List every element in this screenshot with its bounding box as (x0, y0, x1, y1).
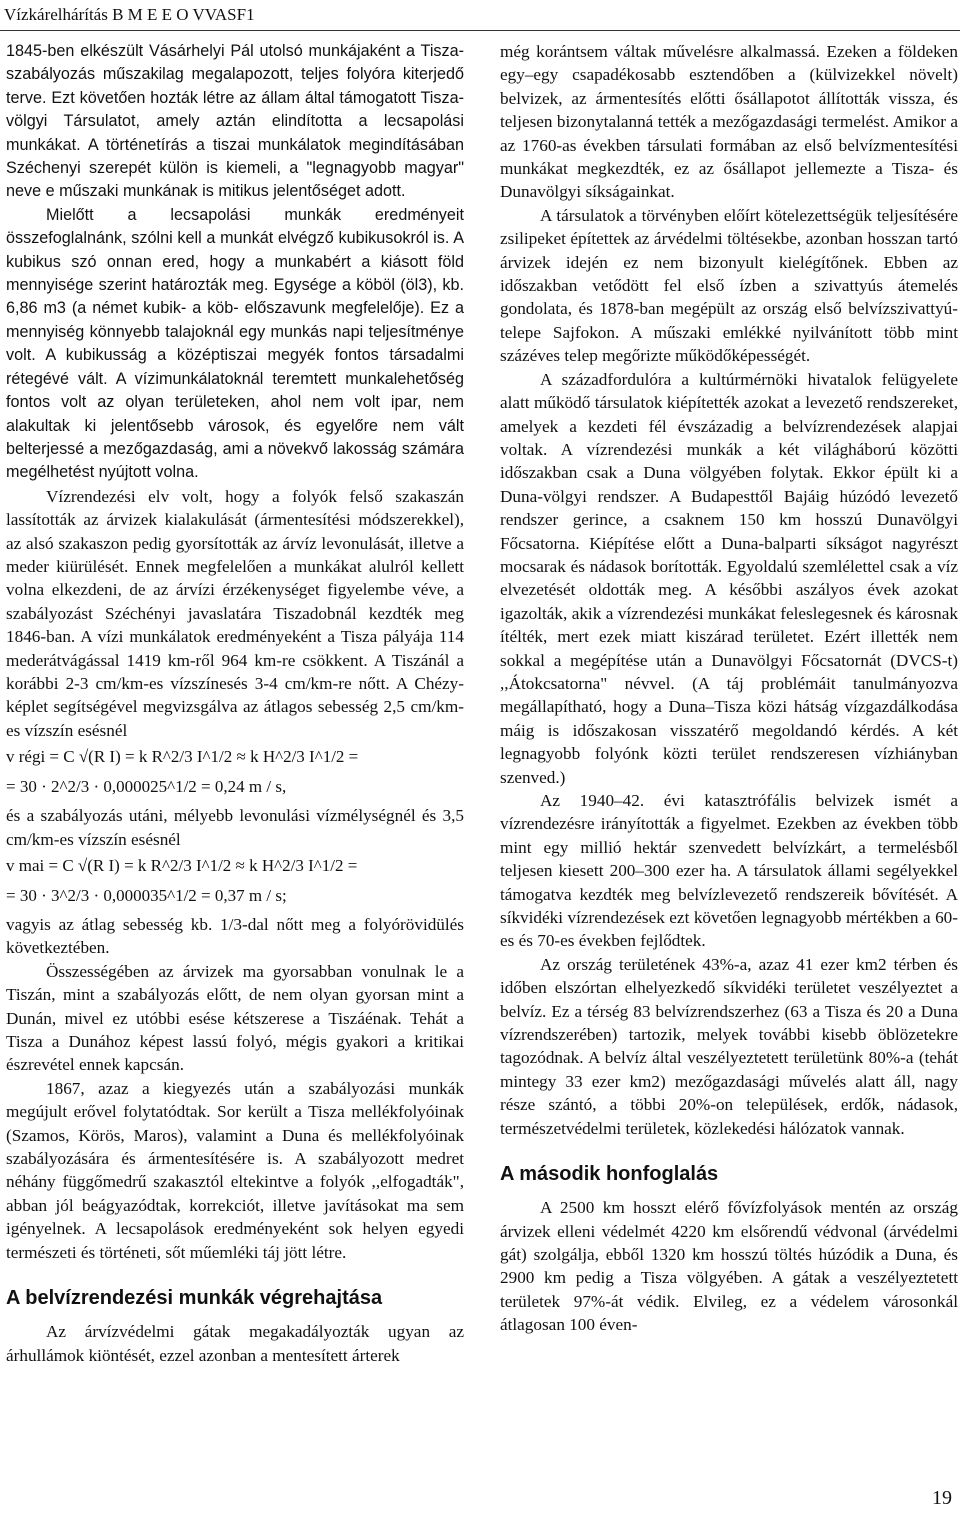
paragraph: 1867, azaz a kiegyezés után a szabályozási munkák megújult erővel folytatódtak. Sor került a Tisza mellékfolyóinak (Szamos, Körös, Maros), valamint a Duna és mellékfolyóinak szabályozására és ármentesítésére is. A szabályozott medret néhány függőmedrű szakasztól eltekintve a folyók ,,elfogadták", abban jól beágyazódtak, korrekciót, illetve javításokat ma sem igényelnek. A lecsapolások eredményeként sok helyen egyedi természeti és történeti, sőt műemléki táj jött létre. (6, 1078, 464, 1262)
paragraph: Összességében az árvizek ma gyorsabban vonulnak le a Tiszán, mint a szabályozás előtt, de nem olyan gyorsan mint a Dunán, mivel ez utóbbi esése kétszerese a Tiszáénak. Tehát a Tisza a Dunához képest lassú folyó, mégis gyakori a kritikai észrevétel ennek kapcsán. (6, 961, 464, 1075)
paragraph: A századfordulóra a kultúrmérnöki hivatalok felügyelete alatt működő társulatok kiépítették azokat a levezető rendszereket, amelyek a kezdeti fél évszázadig a belvízrendezések alapjai voltak. A vízrendezési munkák a két világháború közötti időszakban csak a Duna völgyében folytak. Ekkor épült ki a Duna-völgyi rendszer. A Budapesttől Bajáig húzódó levezető rendszer gerince, a csaknem 150 km hosszú Dunavölgyi Főcsatorna. Kiépítése előtt a Duna-balparti síkságot nagyrészt mocsarak és nádasok borították. Egyoldalú szemlélettel csak a víz elvezetését oldották meg. A későbbi aszályos évek azokat igazolták, akik a vízrendezési munkákat feleslegesnek és károsnak ítélték, mert ezek miatt kiszárad területet. Ezért illették nem sokkal a megépítése után a Dunavölgyi Főcsatornát (DVCS-t) ,,Átokcsatorna" névvel. (A táj problémáit tanulmányozva megállapítható, hogy a Duna–Tisza közi hátság vízgazdálkodása máig is időszakosan visszatérő megoldandó kérdés. A két legnagyobb folyónk közti terület rendszeresen vízhiányban szenved.) (500, 369, 958, 787)
paragraph: A 2500 km hosszt elérő fővízfolyások mentén az ország árvizek elleni védelmét 4220 km elsőrendű védvonal (árvédelmi gát) szolgálja, ebből 1320 km hosszú töltés húzódik a Duna, és 2900 km pedig a Tisza völgyében. A gátak a veszélyeztetett területek 97%-át védik. Elvileg, ez a védelem városonkál átlagosan 100 éven- (500, 1198, 958, 1335)
running-header (0, 0, 960, 31)
paragraph: 1845-ben elkészült Vásárhelyi Pál utolsó munkájaként a Tisza-szabályozás műszakilag megalapozott, teljes folyóra kiterjedő terve. Ezt követően hozták létre az állam által támogatott Tisza-völgyi Társulatot, amely aztán elindította a lecsapolási munkákat. A történetírás a tiszai munkálatok megindításában Széchenyi szerepét külön is kiemeli, a "legnagyobb magyar" neve e műszaki munkának is mitikus jelentőséget adott. (6, 42, 464, 201)
paragraph: Az 1940–42. évi katasztrófális belvizek ismét a vízrendezésre irányították a figyelmet. Ezekben az években több mint egy millió hektár szenvedett belvízkárt, a termelésből teljesen kiesett 200–300 ezer ha. A társulatok állami segélyekkel támogatva kezdték meg belvízlevezető rendszereik bővítését. A síkvidéki vízrendezések ezt követően legnagyobb mértékben a 60-es és 70-es években fejlődtek. (500, 791, 958, 951)
section-heading: A második honfoglalás (500, 1163, 719, 1186)
paragraph: A társulatok a törvényben előírt kötelezettségük teljesítésére zsilipeket építettek az árvédelmi töltésekbe, azonban hosszan tartó árvizek idején ez nem bizonyult kielégítőnek. Ebben az időszakban vetődött fel első ízben a szivattyús átemelés gondolata, és 1878-ban megépült az ország első belvízszivattyú-telepe Sajfokon. A műszaki emlékké nyilvánított több mint százéves telep megőrizte működőképességét. (500, 205, 958, 366)
equation-v-mai-line2: = 30 · 3^2/3 · 0,000035^1/2 = 0,37 m / s; (6, 886, 287, 905)
page-number: 19 (932, 1487, 952, 1509)
paragraph: Az árvízvédelmi gátak megakadályozták ugyan az árhullámok kiöntését, ezzel azonban a mentesített árterek (6, 1322, 464, 1365)
paragraph: még korántsem váltak művelésre alkalmassá. Ezeken a földeken egy–egy csapadékosabb esztendőben a (külvizekkel növelt) belvizek, az ármentesítés előtti ősállapotot állították vissza, és teljesen bizonytalanná tették a mezőgazdasági termelést. Amikor a az 1760-as években társulati formában az első belvízmentesítési munkákat megkezdték, ez az ősállapot jellemezte a Tisza- és Dunavölgyi síkságainkat. (500, 42, 958, 202)
paragraph: Mielőtt a lecsapolási munkák eredményeit összefoglalnánk, szólni kell a munkát elvégző kubikusokról is. A kubikus szó onnan ered, hogy a munkabért a kiásott föld mennyisége szerint határozták meg. Egysége a köböl (öl3), kb. 6,86 m3 (a német kubik- a köb- előszavunk megfelelője). Ez a mennyiség könnyebb talajoknál egy munkás napi teljesítménye volt. A kubikusság a középtiszai megyék fontos társadalmi rétegévé vált. A vízimunkálatoknál teremtett munkalehetőség fontos volt az olyan területeken, ahol nem volt ipar, nem alakultak ki jelentősebb városok, és egyelőre nem vált belterjessé a mezőgazdaság, ami a növekvő lakosság számára megélhetést nyújtott volna. (6, 205, 464, 482)
equation-v-regi-line1: v régi = C √(R I) = k R^2/3 I^1/2 ≈ k H^2/3 I^1/2 = (6, 747, 359, 767)
paragraph: és a szabályozás utáni, mélyebb levonulási vízmélységnél és 3,5 cm/km-es vízszín esésnél (6, 806, 464, 849)
paragraph: vagyis az átlag sebesség kb. 1/3-dal nőtt meg a folyórövidülés következtében. (6, 915, 464, 958)
paragraph: Az ország területének 43%-a, azaz 41 ezer km2 térben és időben elszórtan elhelyezkedő síkvidéki területet veszélyeztet a belvíz. Ez a térség 83 belvízrendszerhez (63 a Tisza és 20 a Duna vízrendszerében) tartozik, melyek további kisebb öblözetekre tagozódnak. A belvíz által veszélyeztetett területünk 80%-a (tehát mintegy 33 ezer km2) mezőgazdasági művelés alatt áll, nagy része szántó, a többi 20%-on települések, erdők, nádasok, természetvédelmi területek, közlekedési hálózatok vannak. (500, 954, 958, 1138)
right-column (500, 40, 958, 1337)
left-column (6, 40, 464, 1367)
equation-v-regi-line2: = 30 · 2^2/3 · 0,000025^1/2 = 0,24 m / s, (6, 777, 287, 797)
header-title: Vízkárelhárítás B M E E O VVASF1 (4, 5, 255, 24)
paragraph: Vízrendezési elv volt, hogy a folyók felső szakaszán lassították az árvizek kialakulását (ármentesítési módszerekkel), az alsó szakaszon pedig gyorsították az árvíz levonulását, illetve a meder kiürülését. Ennek megfelelően a munkákat alulról kellett volna elkezdeni, de az árvízi érzékenységet figyelembe véve, a szabályozást Széchényi javaslatára Tiszadobnál kezdték meg 1846-ban. A vízi munkálatok eredményeként a Tisza pályája 114 mederátvágással 1419 km-ről 964 km-re csökkent. A Tiszánál a korábbi 2-3 cm/km-es vízszínesés 3-4 cm/km-re nőtt. A Chézy-képlet segítségével megvizsgálva az átlagos sebesség 2,5 cm/km-es vízszín esésnél (6, 486, 464, 740)
equation-v-mai-line1: v mai = C √(R I) = k R^2/3 I^1/2 ≈ k H^2/3 I^1/2 = (6, 856, 358, 875)
section-heading: A belvízrendezési munkák végrehajtása (6, 1287, 383, 1310)
